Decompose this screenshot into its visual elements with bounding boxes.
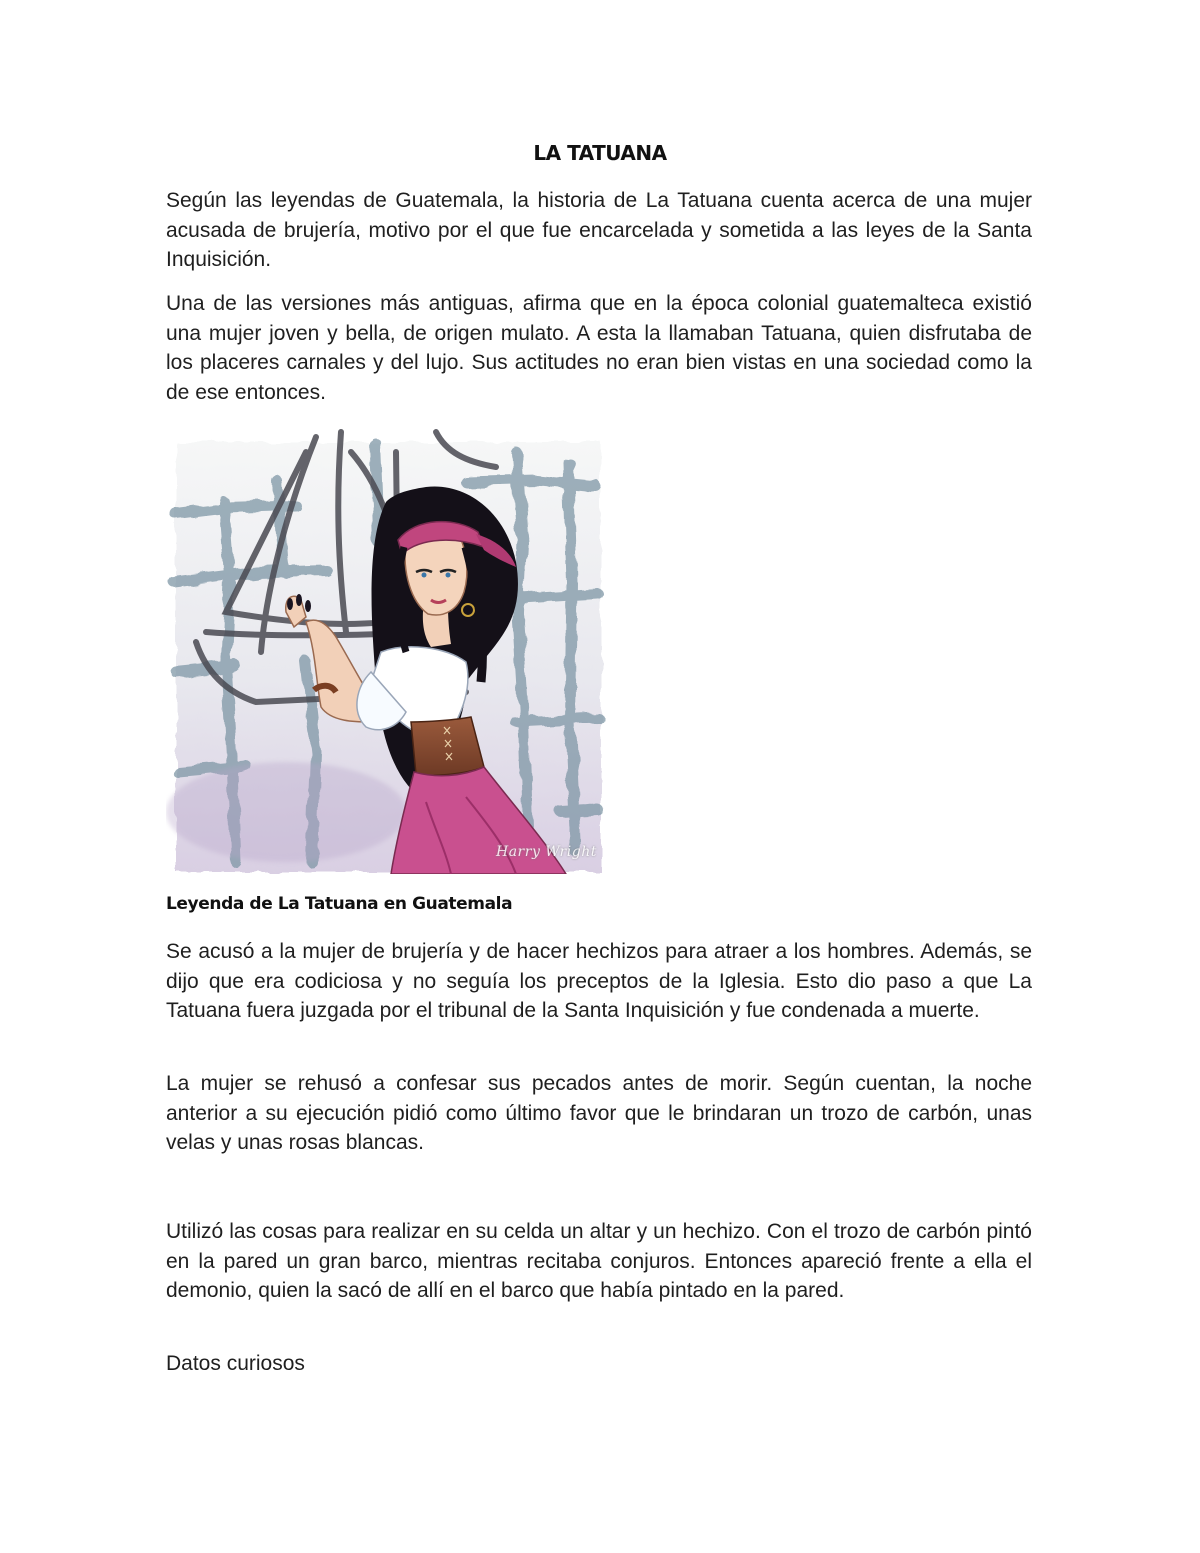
- paragraph-accusation: Se acusó a la mujer de brujería y de hacer hechizos para atraer a los hombres. Además, se dijo que era codiciosa y no seguía los preceptos de la Iglesia. Esto dio paso a que La Tatuana fuera juzgada por el tribunal de la Santa Inquisición y fue condenada a muerte.: [166, 940, 1032, 1022]
- paragraph-curious-facts: Datos curiosos: [166, 1352, 305, 1375]
- section-heading: Leyenda de La Tatuana en Guatemala: [166, 894, 513, 914]
- tatuana-illustration: [166, 422, 606, 874]
- paragraph-intro: Según las leyendas de Guatemala, la historia de La Tatuana cuenta acerca de una mujer acusada de brujería, motivo por el que fue encarcelada y sometida a las leyes de la Santa Inquisición.: [166, 189, 1032, 271]
- illustration-signature: Harry Wright: [496, 844, 597, 860]
- paragraph-versions: Una de las versiones más antiguas, afirma que en la época colonial guatemalteca existió una mujer joven y bella, de origen mulato. A esta la llamaban Tatuana, quien disfrutaba de los placeres carnales y del lujo. Sus actitudes no eran bien vistas en una sociedad como la de ese entonces.: [166, 292, 1032, 404]
- paragraph-last-request: La mujer se rehusó a confesar sus pecados antes de morir. Según cuentan, la noche anterior a su ejecución pidió como último favor que le brindaran un trozo de carbón, unas velas y unas rosas blancas.: [166, 1072, 1032, 1154]
- paragraph-escape: Utilizó las cosas para realizar en su celda un altar y un hechizo. Con el trozo de carbón pintó en la pared un gran barco, mientras recitaba conjuros. Entonces apareció frente a ella el demonio, quien la sacó de allí en el barco que había pintado en la pared.: [166, 1220, 1032, 1302]
- document-title: LA TATUANA: [533, 141, 667, 165]
